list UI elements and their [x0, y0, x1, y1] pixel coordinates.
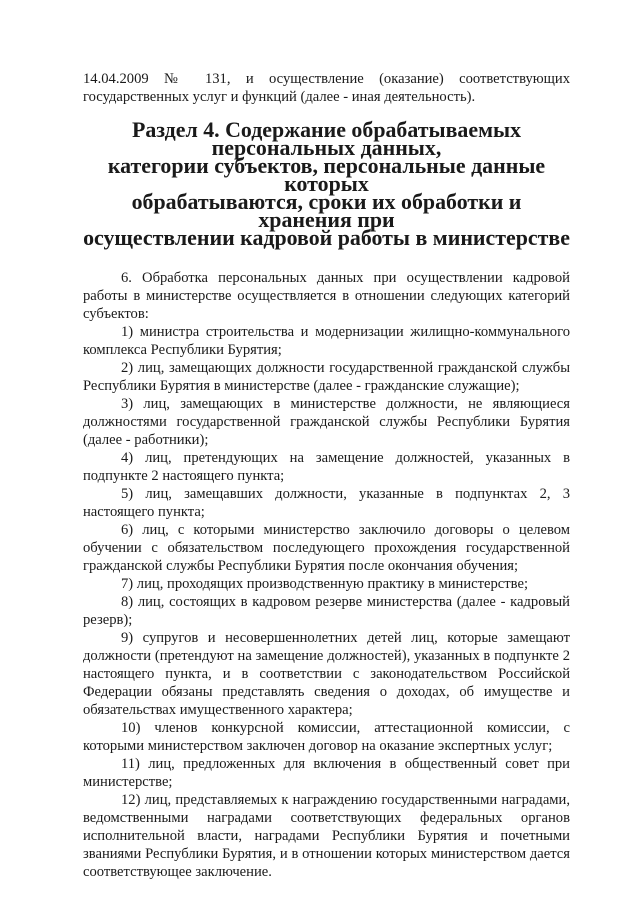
section-heading [83, 117, 570, 250]
paragraph-item-11: 11) лиц, предложенных для включения в общественный совет при министерстве; [83, 756, 570, 790]
paragraph-item-12: 12) лиц, представляемых к награждению государственными наградами, ведомственными наградами соответствующих федеральных органов исполнительной власти, наградами Республики Бурятия и почетными званиями Республики Бурятия, и в отношении которых министерством дается соответствующее заключение. [83, 792, 570, 880]
paragraph-item-9: 9) супругов и несовершеннолетних детей лиц, которые замещают должности (претендуют на замещение должностей), указанных в подпункте 2 настоящего пункта, и в соответствии с законодательством Российской Федерации обязаны представлять сведения о доходах, об имуществе и обязательствах имущественного характера; [83, 630, 570, 718]
paragraph-item-8: 8) лиц, состоящих в кадровом резерве министерства (далее - кадровый резерв); [83, 594, 570, 628]
paragraph-item-5: 5) лиц, замещавших должности, указанные в подпунктах 2, 3 настоящего пункта; [83, 486, 570, 520]
section-heading-line: Раздел 4. Содержание обрабатываемых персональных данных, [131, 117, 522, 160]
section-heading-line: обрабатываются, сроки их обработки и хранения при [131, 189, 522, 232]
paragraph-clause-6: 6. Обработка персональных данных при осуществлении кадровой работы в министерстве осуществляется в отношении следующих категорий субъектов: [83, 270, 570, 322]
paragraph-item-7: 7) лиц, проходящих производственную практику в министерстве; [121, 576, 528, 592]
section-heading-line: осуществлении кадровой работы в министерстве [83, 225, 570, 250]
paragraph-item-1: 1) министра строительства и модернизации жилищно-коммунального комплекса Республики Бурятия; [83, 324, 570, 358]
paragraph-item-2: 2) лиц, замещающих должности государственной гражданской службы Республики Бурятия в министерстве (далее - гражданские служащие); [83, 360, 570, 394]
document-page [83, 70, 570, 881]
intro-paragraph: 14.04.2009 № 131, и осуществление (оказание) соответствующих государственных услуг и функций (далее - иная деятельность). [83, 71, 570, 105]
paragraph-item-6: 6) лиц, с которыми министерство заключило договоры о целевом обучении с обязательством последующего прохождения государственной гражданской службы Республики Бурятия после окончания обучения; [83, 522, 570, 574]
section-heading-line: категории субъектов, персональные данные которых [107, 153, 546, 196]
paragraph-item-3: 3) лиц, замещающих в министерстве должности, не являющиеся должностями государственной гражданской службы Республики Бурятия (далее - работники); [83, 396, 570, 448]
paragraph-item-4: 4) лиц, претендующих на замещение должностей, указанных в подпункте 2 настоящего пункта; [83, 450, 570, 484]
paragraph-item-10: 10) членов конкурсной комиссии, аттестационной комиссии, с которыми министерством заключен договор на оказание экспертных услуг; [83, 720, 570, 754]
section-body [83, 269, 570, 881]
